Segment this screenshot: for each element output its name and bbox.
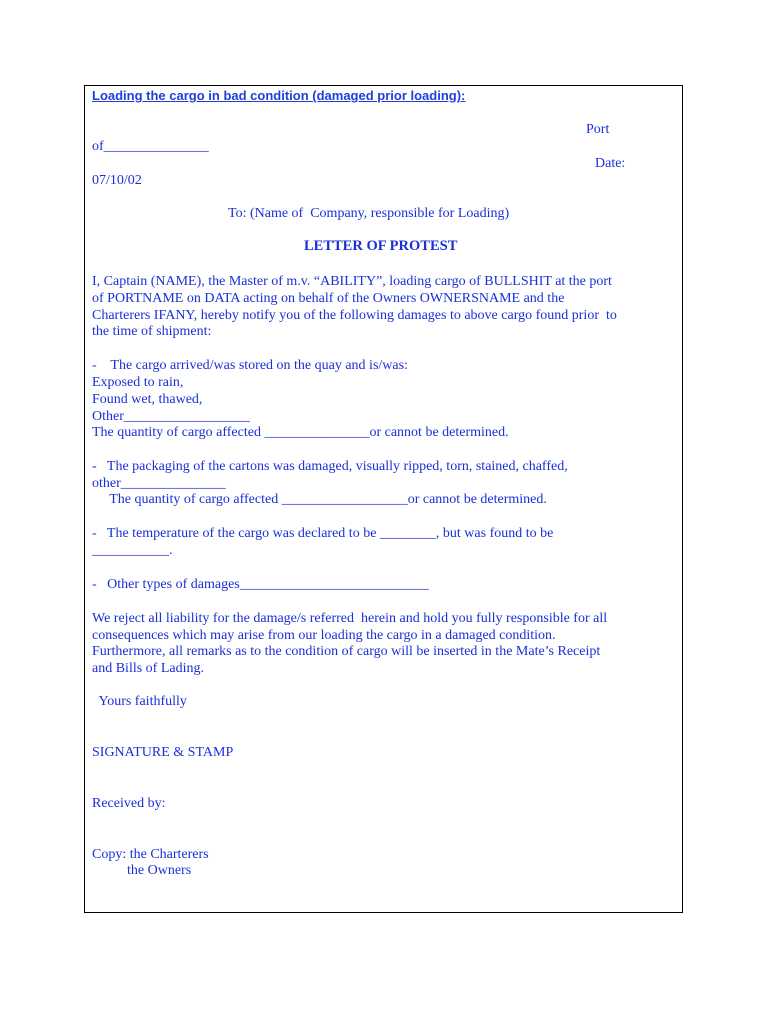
item2-line-1: - The packaging of the cartons was damaged, visually ripped, torn, stained, chaffed, [92,459,568,474]
received-by-label: Received by: [92,796,166,811]
document-heading: Loading the cargo in bad condition (damaged prior loading): [92,88,466,103]
letter-title: LETTER OF PROTEST [304,238,458,254]
item1-line-5: The quantity of cargo affected _______________or cannot be determined. [92,425,509,440]
item3-line-1: - The temperature of the cargo was declared to be ________, but was found to be [92,526,554,541]
item2-line-2: other_______________ [92,476,226,491]
item3-line-2: ___________. [92,543,173,558]
yours-faithfully: Yours faithfully [92,694,187,709]
closing-line-4: and Bills of Lading. [92,661,204,676]
item1-line-3: Found wet, thawed, [92,392,203,407]
item1-line-4: Other__________________ [92,409,250,424]
date-label: Date: [595,156,626,171]
item2-line-3: The quantity of cargo affected __________________or cannot be determined. [92,492,547,507]
intro-line-3: Charterers IFANY, hereby notify you of the following damages to above cargo found prior to [92,308,617,323]
port-of-line: of_______________ [92,139,209,154]
closing-line-1: We reject all liability for the damage/s referred herein and hold you fully responsible for all [92,611,608,626]
date-value: 07/10/02 [92,173,142,188]
closing-line-2: consequences which may arise from our loading the cargo in a damaged condition. [92,628,556,643]
item1-line-2: Exposed to rain, [92,375,184,390]
intro-line-4: the time of shipment: [92,324,212,339]
intro-line-2: of PORTNAME on DATA acting on behalf of the Owners OWNERSNAME and the [92,291,565,306]
intro-line-1: I, Captain (NAME), the Master of m.v. “ABILITY”, loading cargo of BULLSHIT at the port [92,274,612,289]
copy-line-2: the Owners [92,863,192,878]
closing-line-3: Furthermore, all remarks as to the condition of cargo will be inserted in the Mate’s Receipt [92,644,601,659]
signature-label: SIGNATURE & STAMP [92,745,234,760]
item4-line: - Other types of damages___________________________ [92,577,429,592]
recipient-line: To: (Name of Company, responsible for Loading) [228,206,510,221]
item1-line-1: - The cargo arrived/was stored on the quay and is/was: [92,358,408,373]
port-label: Port [586,122,610,137]
copy-line-1: Copy: the Charterers [92,847,209,862]
